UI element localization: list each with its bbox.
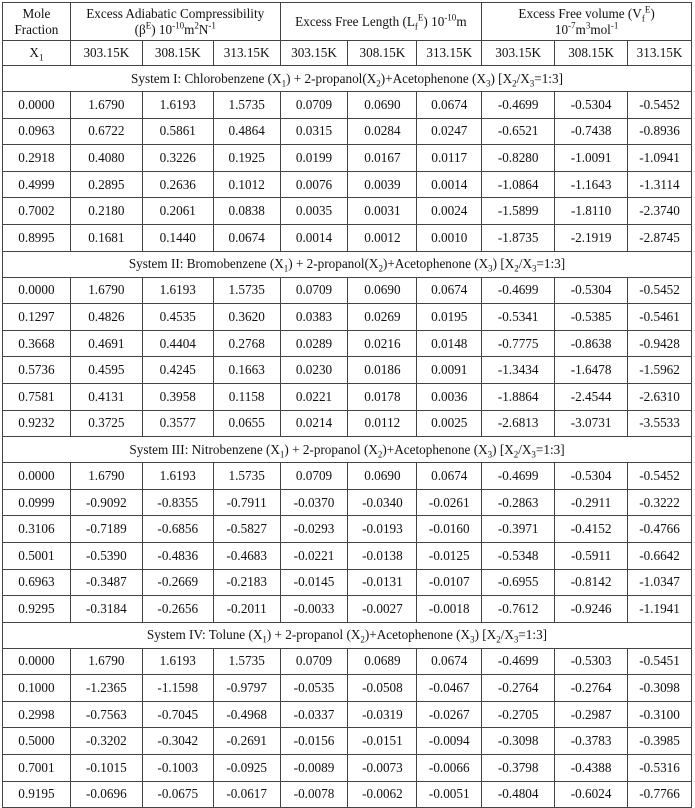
table-row — [3, 516, 692, 543]
value-cell: 1.6790 — [70, 463, 142, 490]
value-cell: 0.3725 — [70, 410, 142, 437]
value-cell: 0.0230 — [280, 357, 348, 384]
value-cell: -0.4968 — [213, 701, 280, 728]
value-cell: 0.0383 — [280, 304, 348, 331]
value-cell: -3.5533 — [628, 410, 692, 437]
value-cell: 0.0014 — [417, 171, 482, 198]
value-cell: -2.4544 — [555, 383, 628, 410]
value-cell: 0.1681 — [70, 224, 142, 251]
value-cell: 0.0178 — [348, 383, 417, 410]
value-cell: -0.0193 — [348, 516, 417, 543]
value-cell: 0.0091 — [417, 357, 482, 384]
value-cell: -0.5304 — [555, 277, 628, 304]
value-cell: 0.0195 — [417, 304, 482, 331]
value-cell: -0.8355 — [142, 489, 213, 516]
value-cell: -0.5461 — [628, 304, 692, 331]
value-cell: -1.0864 — [482, 171, 555, 198]
value-cell: 0.2636 — [142, 171, 213, 198]
table-row — [3, 277, 692, 304]
value-cell: -0.0340 — [348, 489, 417, 516]
table-row — [3, 224, 692, 251]
table-row — [3, 410, 692, 437]
free-length-header: Excess Free Length $(L_f^E)$ $10^{-10}m$ — [280, 3, 482, 41]
value-cell: -0.0267 — [417, 701, 482, 728]
value-cell: -0.0078 — [280, 781, 348, 808]
compressibility-header: Excess Adiabatic Compressibility $(\beta^E)$ $10^{-10}m^2N^{-1}$ — [70, 3, 280, 41]
value-cell: -0.8142 — [555, 569, 628, 596]
value-cell: -2.8745 — [628, 224, 692, 251]
value-cell: -0.5341 — [482, 304, 555, 331]
temp-header: 308.15K — [555, 41, 628, 66]
value-cell: -0.0696 — [70, 781, 142, 808]
value-cell: -1.3434 — [482, 357, 555, 384]
value-cell: -0.8638 — [555, 330, 628, 357]
temp-header: 303.15K — [70, 41, 142, 66]
table-row — [3, 118, 692, 145]
system-title: System I: Chlorobenzene $(X_1)$ + $2-propanol(X_2)+Acetophenone$ $(X_3)$ $[X_2/X_3=1:3]$ — [3, 66, 692, 92]
mole-fraction-cell: 0.0000 — [3, 463, 71, 490]
value-cell: 0.1663 — [213, 357, 280, 384]
value-cell: -1.8864 — [482, 383, 555, 410]
header-row-1 — [3, 3, 692, 41]
value-cell: 0.0112 — [348, 410, 417, 437]
value-cell: -0.3985 — [628, 728, 692, 755]
mole-fraction-cell: 0.7002 — [3, 198, 71, 225]
value-cell: -1.0091 — [555, 145, 628, 172]
value-cell: 0.3620 — [213, 304, 280, 331]
value-cell: -0.5451 — [628, 648, 692, 675]
value-cell: -0.3098 — [628, 675, 692, 702]
value-cell: -0.5304 — [555, 92, 628, 119]
value-cell: 0.5861 — [142, 118, 213, 145]
value-cell: -0.0535 — [280, 675, 348, 702]
value-cell: -2.1919 — [555, 224, 628, 251]
table-row — [3, 330, 692, 357]
value-cell: -0.2987 — [555, 701, 628, 728]
temp-header: 308.15K — [348, 41, 417, 66]
value-cell: 0.0199 — [280, 145, 348, 172]
mole-fraction-cell: 0.2918 — [3, 145, 71, 172]
mole-fraction-cell: 0.6963 — [3, 569, 71, 596]
mole-fraction-cell: 0.8995 — [3, 224, 71, 251]
value-cell: 1.6193 — [142, 463, 213, 490]
value-cell: -0.0319 — [348, 701, 417, 728]
value-cell: -0.4699 — [482, 463, 555, 490]
value-cell: 0.0838 — [213, 198, 280, 225]
value-cell: -0.0125 — [417, 542, 482, 569]
table-row — [3, 357, 692, 384]
mole-fraction-cell: 0.0000 — [3, 92, 71, 119]
value-cell: -1.8110 — [555, 198, 628, 225]
value-cell: -0.5390 — [70, 542, 142, 569]
mole-fraction-cell: 0.0963 — [3, 118, 71, 145]
value-cell: -0.1015 — [70, 755, 142, 782]
value-cell: -0.5316 — [628, 755, 692, 782]
value-cell: 1.6790 — [70, 92, 142, 119]
value-cell: -0.0467 — [417, 675, 482, 702]
mole-fraction-cell: 0.2998 — [3, 701, 71, 728]
value-cell: 0.1925 — [213, 145, 280, 172]
value-cell: 0.0117 — [417, 145, 482, 172]
value-cell: -2.3740 — [628, 198, 692, 225]
value-cell: -0.7045 — [142, 701, 213, 728]
table-row — [3, 383, 692, 410]
mole-fraction-cell: 0.5000 — [3, 728, 71, 755]
value-cell: 0.0167 — [348, 145, 417, 172]
value-cell: -1.0941 — [628, 145, 692, 172]
value-cell: 1.5735 — [213, 648, 280, 675]
temp-header: 308.15K — [142, 41, 213, 66]
value-cell: -0.0156 — [280, 728, 348, 755]
value-cell: 0.0690 — [348, 277, 417, 304]
table-row — [3, 728, 692, 755]
value-cell: -0.4766 — [628, 516, 692, 543]
value-cell: -0.4699 — [482, 648, 555, 675]
value-cell: -0.4804 — [482, 781, 555, 808]
temp-header: 313.15K — [628, 41, 692, 66]
value-cell: 1.6193 — [142, 92, 213, 119]
value-cell: -0.5452 — [628, 277, 692, 304]
value-cell: 0.4245 — [142, 357, 213, 384]
system-title: System III: Nitrobenzene $(X_1)$ + 2-propanol $(X_2)+Acetophenone$ $(X_3)$ $[X_2/X_3=1:3]$ — [3, 437, 692, 463]
table-row — [3, 198, 692, 225]
value-cell: -0.1003 — [142, 755, 213, 782]
system-title-row — [3, 437, 692, 463]
value-cell: 0.0039 — [348, 171, 417, 198]
value-cell: -0.3098 — [482, 728, 555, 755]
value-cell: 1.5735 — [213, 92, 280, 119]
value-cell: -1.5899 — [482, 198, 555, 225]
table-row — [3, 542, 692, 569]
value-cell: -0.0145 — [280, 569, 348, 596]
value-cell: -0.0261 — [417, 489, 482, 516]
header-row-2 — [3, 41, 692, 66]
table-row — [3, 596, 692, 623]
value-cell: -1.1598 — [142, 675, 213, 702]
value-cell: -0.8280 — [482, 145, 555, 172]
value-cell: -0.9428 — [628, 330, 692, 357]
value-cell: -0.0089 — [280, 755, 348, 782]
value-cell: -0.0151 — [348, 728, 417, 755]
value-cell: -0.3100 — [628, 701, 692, 728]
value-cell: 0.2768 — [213, 330, 280, 357]
table-row — [3, 145, 692, 172]
value-cell: 0.0674 — [417, 92, 482, 119]
value-cell: -0.4699 — [482, 92, 555, 119]
value-cell: -0.6642 — [628, 542, 692, 569]
value-cell: -0.7766 — [628, 781, 692, 808]
table-row — [3, 755, 692, 782]
value-cell: 0.0221 — [280, 383, 348, 410]
mole-fraction-cell: 0.5001 — [3, 542, 71, 569]
value-cell: 0.2180 — [70, 198, 142, 225]
value-cell: 1.6193 — [142, 277, 213, 304]
mole-fraction-cell: 0.0000 — [3, 648, 71, 675]
excess-properties-table — [2, 2, 692, 808]
value-cell: 0.4864 — [213, 118, 280, 145]
value-cell: -0.6521 — [482, 118, 555, 145]
value-cell: 0.3577 — [142, 410, 213, 437]
value-cell: 0.1440 — [142, 224, 213, 251]
value-cell: -0.0131 — [348, 569, 417, 596]
value-cell: -0.0138 — [348, 542, 417, 569]
value-cell: -0.4699 — [482, 277, 555, 304]
value-cell: 0.0689 — [348, 648, 417, 675]
value-cell: -0.7189 — [70, 516, 142, 543]
value-cell: 0.0014 — [280, 224, 348, 251]
value-cell: -0.3222 — [628, 489, 692, 516]
value-cell: -0.2669 — [142, 569, 213, 596]
value-cell: 0.0709 — [280, 648, 348, 675]
value-cell: 0.4535 — [142, 304, 213, 331]
value-cell: -0.0073 — [348, 755, 417, 782]
table-row — [3, 489, 692, 516]
value-cell: -0.9797 — [213, 675, 280, 702]
value-cell: -0.0617 — [213, 781, 280, 808]
value-cell: 0.0709 — [280, 277, 348, 304]
value-cell: 0.0674 — [417, 277, 482, 304]
value-cell: 0.0036 — [417, 383, 482, 410]
value-cell: -0.4388 — [555, 755, 628, 782]
value-cell: -0.0337 — [280, 701, 348, 728]
value-cell: 0.0076 — [280, 171, 348, 198]
mole-fraction-cell: 0.9232 — [3, 410, 71, 437]
value-cell: -1.3114 — [628, 171, 692, 198]
value-cell: -0.2691 — [213, 728, 280, 755]
mole-fraction-cell: 0.0000 — [3, 277, 71, 304]
value-cell: -0.9246 — [555, 596, 628, 623]
value-cell: -0.7911 — [213, 489, 280, 516]
value-cell: -0.6856 — [142, 516, 213, 543]
value-cell: 0.0031 — [348, 198, 417, 225]
value-cell: -0.5452 — [628, 463, 692, 490]
value-cell: -0.4683 — [213, 542, 280, 569]
value-cell: -0.4836 — [142, 542, 213, 569]
value-cell: 0.2061 — [142, 198, 213, 225]
value-cell: 1.5735 — [213, 463, 280, 490]
value-cell: -0.3971 — [482, 516, 555, 543]
value-cell: 0.0035 — [280, 198, 348, 225]
value-cell: 1.6790 — [70, 277, 142, 304]
value-cell: 0.0216 — [348, 330, 417, 357]
value-cell: 0.4595 — [70, 357, 142, 384]
value-cell: 0.0186 — [348, 357, 417, 384]
value-cell: -0.0675 — [142, 781, 213, 808]
table-row — [3, 92, 692, 119]
value-cell: -0.4152 — [555, 516, 628, 543]
value-cell: -0.6955 — [482, 569, 555, 596]
value-cell: -1.1941 — [628, 596, 692, 623]
value-cell: 0.4080 — [70, 145, 142, 172]
value-cell: 0.4131 — [70, 383, 142, 410]
mole-fraction-cell: 0.4999 — [3, 171, 71, 198]
value-cell: -0.3783 — [555, 728, 628, 755]
mole-fraction-cell: 0.5736 — [3, 357, 71, 384]
table-row — [3, 171, 692, 198]
value-cell: -1.8735 — [482, 224, 555, 251]
table-row — [3, 781, 692, 808]
value-cell: -0.7612 — [482, 596, 555, 623]
value-cell: 0.6722 — [70, 118, 142, 145]
value-cell: -0.7563 — [70, 701, 142, 728]
value-cell: -0.5827 — [213, 516, 280, 543]
value-cell: 0.0315 — [280, 118, 348, 145]
value-cell: -0.3798 — [482, 755, 555, 782]
value-cell: -0.2911 — [555, 489, 628, 516]
value-cell: -1.0347 — [628, 569, 692, 596]
value-cell: -0.2011 — [213, 596, 280, 623]
value-cell: 0.0655 — [213, 410, 280, 437]
table-row — [3, 569, 692, 596]
value-cell: 0.3958 — [142, 383, 213, 410]
temp-header: 303.15K — [482, 41, 555, 66]
x1-header: $X_1$ — [3, 41, 71, 66]
value-cell: 0.0674 — [213, 224, 280, 251]
value-cell: 0.1012 — [213, 171, 280, 198]
value-cell: -0.0107 — [417, 569, 482, 596]
temp-header: 313.15K — [417, 41, 482, 66]
mole-fraction-cell: 0.1297 — [3, 304, 71, 331]
value-cell: -0.2764 — [482, 675, 555, 702]
system-title-row — [3, 66, 692, 92]
value-cell: 0.0024 — [417, 198, 482, 225]
value-cell: 0.0690 — [348, 92, 417, 119]
value-cell: -3.0731 — [555, 410, 628, 437]
value-cell: -1.1643 — [555, 171, 628, 198]
mole-fraction-cell: 0.3106 — [3, 516, 71, 543]
system-title: System IV: Tolune $(X_1)$ + 2-propanol $(X_2)+Acetophenone$ $(X_3)$ $[X_2/X_3=1:3]$ — [3, 622, 692, 648]
value-cell: 1.6790 — [70, 648, 142, 675]
value-cell: 0.0674 — [417, 463, 482, 490]
system-title-row — [3, 622, 692, 648]
value-cell: 0.1158 — [213, 383, 280, 410]
value-cell: 0.0148 — [417, 330, 482, 357]
value-cell: -0.5385 — [555, 304, 628, 331]
mole-fraction-cell: 0.7001 — [3, 755, 71, 782]
value-cell: -0.3202 — [70, 728, 142, 755]
value-cell: -0.0508 — [348, 675, 417, 702]
value-cell: 0.0269 — [348, 304, 417, 331]
value-cell: -0.7775 — [482, 330, 555, 357]
value-cell: -0.2764 — [555, 675, 628, 702]
value-cell: 0.0674 — [417, 648, 482, 675]
value-cell: 0.0010 — [417, 224, 482, 251]
mole-fraction-header: Mole Fraction — [3, 3, 71, 41]
value-cell: -0.2656 — [142, 596, 213, 623]
mole-fraction-cell: 0.7581 — [3, 383, 71, 410]
table-row — [3, 675, 692, 702]
mole-fraction-cell: 0.9295 — [3, 596, 71, 623]
value-cell: -0.0033 — [280, 596, 348, 623]
value-cell: 0.4404 — [142, 330, 213, 357]
value-cell: 0.0690 — [348, 463, 417, 490]
value-cell: -0.0062 — [348, 781, 417, 808]
value-cell: 0.3226 — [142, 145, 213, 172]
value-cell: 1.6193 — [142, 648, 213, 675]
value-cell: -0.0221 — [280, 542, 348, 569]
value-cell: 0.0284 — [348, 118, 417, 145]
value-cell: -1.2365 — [70, 675, 142, 702]
value-cell: -0.0370 — [280, 489, 348, 516]
value-cell: -0.5348 — [482, 542, 555, 569]
value-cell: -0.0925 — [213, 755, 280, 782]
mole-fraction-cell: 0.1000 — [3, 675, 71, 702]
value-cell: -0.0293 — [280, 516, 348, 543]
value-cell: -0.2183 — [213, 569, 280, 596]
value-cell: -0.0051 — [417, 781, 482, 808]
temp-header: 303.15K — [280, 41, 348, 66]
value-cell: 0.4691 — [70, 330, 142, 357]
value-cell: 0.2895 — [70, 171, 142, 198]
value-cell: 0.0012 — [348, 224, 417, 251]
value-cell: -0.5911 — [555, 542, 628, 569]
mole-fraction-cell: 0.0999 — [3, 489, 71, 516]
table-row — [3, 304, 692, 331]
value-cell: -0.3487 — [70, 569, 142, 596]
value-cell: -0.5303 — [555, 648, 628, 675]
table-row — [3, 648, 692, 675]
value-cell: 0.4826 — [70, 304, 142, 331]
value-cell: -0.8936 — [628, 118, 692, 145]
value-cell: 0.0709 — [280, 463, 348, 490]
value-cell: -0.3042 — [142, 728, 213, 755]
value-cell: 0.0214 — [280, 410, 348, 437]
value-cell: -0.2863 — [482, 489, 555, 516]
system-title: System II: Bromobenzene $(X_1)$ + $2-propanol(X_2)+Acetophenone$ $(X_3)$ $[X_2/X_3=1:3]$ — [3, 251, 692, 277]
value-cell: 1.5735 — [213, 277, 280, 304]
value-cell: -0.5304 — [555, 463, 628, 490]
table-row — [3, 701, 692, 728]
system-title-row — [3, 251, 692, 277]
value-cell: -0.0094 — [417, 728, 482, 755]
value-cell: -0.2705 — [482, 701, 555, 728]
value-cell: -1.6478 — [555, 357, 628, 384]
table-row — [3, 463, 692, 490]
value-cell: -0.9092 — [70, 489, 142, 516]
mole-fraction-cell: 0.3668 — [3, 330, 71, 357]
value-cell: -0.5452 — [628, 92, 692, 119]
value-cell: -0.0027 — [348, 596, 417, 623]
value-cell: -0.0160 — [417, 516, 482, 543]
value-cell: -2.6310 — [628, 383, 692, 410]
value-cell: 0.0247 — [417, 118, 482, 145]
mole-fraction-cell: 0.9195 — [3, 781, 71, 808]
value-cell: -0.0066 — [417, 755, 482, 782]
value-cell: 0.0709 — [280, 92, 348, 119]
value-cell: -0.3184 — [70, 596, 142, 623]
value-cell: -0.0018 — [417, 596, 482, 623]
value-cell: 0.0025 — [417, 410, 482, 437]
value-cell: 0.0289 — [280, 330, 348, 357]
value-cell: -0.7438 — [555, 118, 628, 145]
value-cell: -1.5962 — [628, 357, 692, 384]
temp-header: 313.15K — [213, 41, 280, 66]
free-volume-header: Excess Free volume $(V_f^E)$ $10^{-7}m^3mol^{-1}$ — [482, 3, 692, 41]
value-cell: -2.6813 — [482, 410, 555, 437]
value-cell: -0.6024 — [555, 781, 628, 808]
